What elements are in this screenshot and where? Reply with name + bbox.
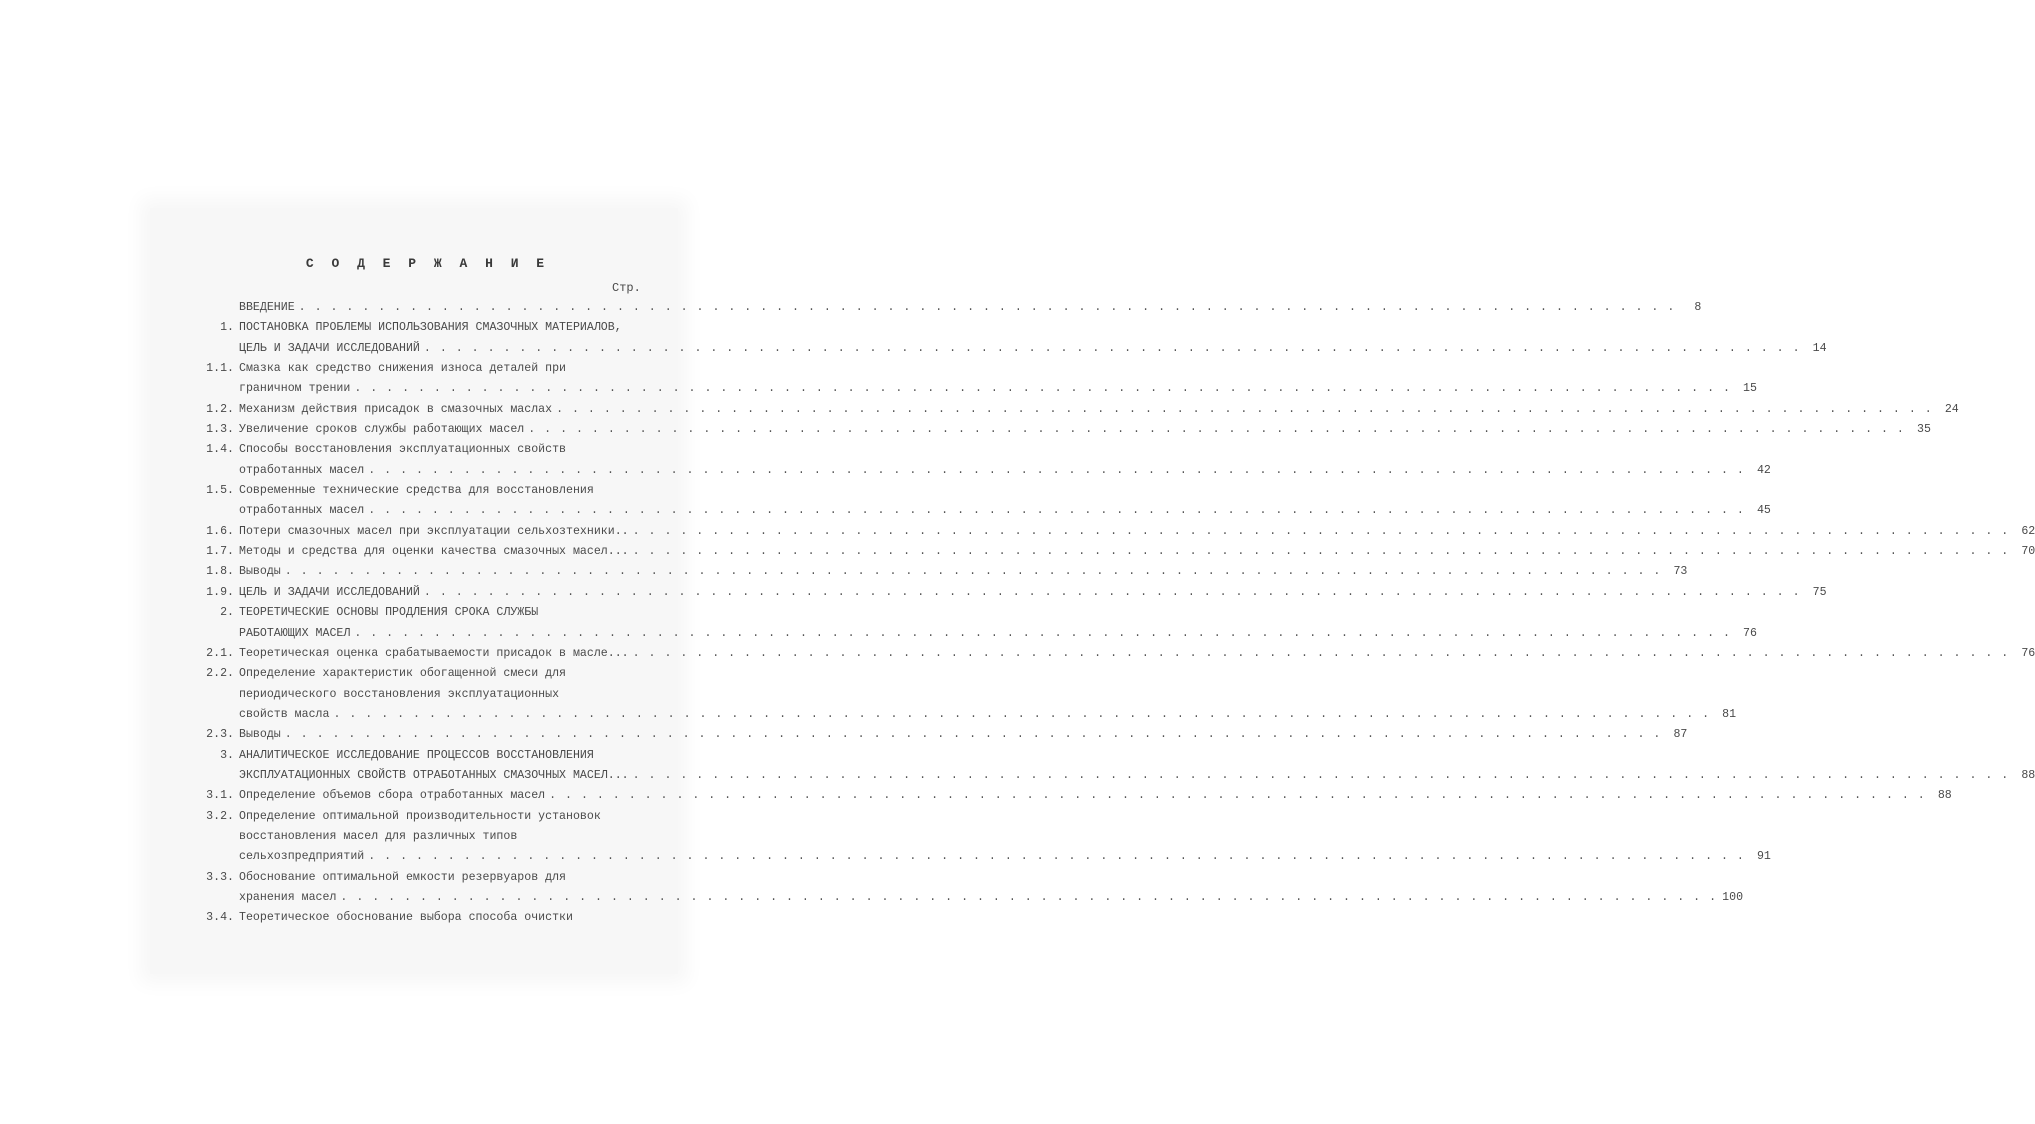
toc-entry-leader-dots: . . . . . . . . . . . . . . . . . . . . . . . . . . . . . . . . . . . . . . . . . . . . . . . . . . . . . . . . . . . . . . . . . . . . . . . . . . . . . . . . . . . . . . .	[556, 402, 1933, 416]
toc-entry-page-number: 88	[1937, 789, 1952, 803]
toc-entry-title: ЦЕЛЬ И ЗАДАЧИ ИССЛЕДОВАНИЙ	[239, 341, 420, 355]
toc-entry-number: 3.	[220, 748, 234, 762]
toc-entry	[196, 359, 648, 379]
toc-entry-line	[239, 624, 1757, 644]
toc-entry	[196, 400, 1959, 420]
toc-entry-leader-dots: . . . . . . . . . . . . . . . . . . . . . . . . . . . . . . . . . . . . . . . . . . . . . . . . . . . . . . . . . . . . . . . . . . . . . . . . . . . . . . . . . . . . . . .	[298, 301, 1676, 314]
toc-entry-leader-dots: . . . . . . . . . . . . . . . . . . . . . . . . . . . . . . . . . . . . . . . . . . . . . . . . . . . . . . . . . . . . . . . . . . . . . . . . . . . . . . . . . . . . . . .	[354, 626, 1731, 640]
toc-entry-page-number: 91	[1756, 850, 1771, 864]
toc-entry-title: ПОСТАНОВКА ПРОБЛЕМЫ ИСПОЛЬЗОВАНИЯ СМАЗОЧНЫХ МАТЕРИАЛОВ,	[239, 321, 622, 335]
toc-entry-title: Обоснование оптимальной емкости резервуаров для	[239, 870, 566, 884]
toc-entry-number: 3.4.	[206, 911, 234, 925]
toc-entry-title: восстановления масел для различных типов	[239, 829, 518, 843]
toc-entry-leader-dots: . . . . . . . . . . . . . . . . . . . . . . . . . . . . . . . . . . . . . . . . . . . . . . . . . . . . . . . . . . . . . . . . . . . . . . . . . . . . . . . . . . . . . . .	[632, 768, 2010, 782]
toc-entry-line	[239, 440, 648, 460]
toc-entry-page-number: 88	[2021, 768, 2035, 782]
toc-entry-line	[239, 542, 2035, 562]
toc-entry	[196, 420, 1931, 440]
toc-entry-title: сельхозпредприятий	[239, 850, 365, 864]
toc-entry-leader-dots: . . . . . . . . . . . . . . . . . . . . . . . . . . . . . . . . . . . . . . . . . . . . . . . . . . . . . . . . . . . . . . . . . . . . . . . . . . . . . . . . . . . . . . .	[333, 707, 1711, 721]
toc-entry	[196, 603, 648, 623]
toc-entry-number: 1.1.	[206, 362, 234, 376]
toc-entry-line	[239, 786, 1952, 806]
toc-entry-title: АНАЛИТИЧЕСКОЕ ИССЛЕДОВАНИЕ ПРОЦЕССОВ ВОССТАНОВЛЕНИЯ	[239, 748, 594, 762]
toc-entry-leader-dots: . . . . . . . . . . . . . . . . . . . . . . . . . . . . . . . . . . . . . . . . . . . . . . . . . . . . . . . . . . . . . . . . . . . . . . . . . . . . . . . . . . . . . . .	[354, 382, 1731, 396]
toc-entry	[196, 807, 648, 827]
toc-entry-leader-dots: . . . . . . . . . . . . . . . . . . . . . . . . . . . . . . . . . . . . . . . . . . . . . . . . . . . . . . . . . . . . . . . . . . . . . . . . . . . . . . . . . . . . . . .	[549, 789, 1926, 803]
toc-entry	[196, 562, 1688, 582]
toc-entry-title: Смазка как средство снижения износа деталей при	[239, 362, 566, 376]
toc-entry-leader-dots: . . . . . . . . . . . . . . . . . . . . . . . . . . . . . . . . . . . . . . . . . . . . . . . . . . . . . . . . . . . . . . . . . . . . . . . . . . . . . . . . . . . . . . .	[284, 728, 1662, 742]
toc-entry	[196, 725, 1688, 745]
toc-entry-page-number: 8	[1694, 301, 1702, 314]
toc-entry-page-number: 45	[1756, 504, 1771, 518]
toc-entry-leader-dots: . . . . . . . . . . . . . . . . . . . . . . . . . . . . . . . . . . . . . . . . . . . . . . . . . . . . . . . . . . . . . . . . . . . . . . . . . . . . . . . . . . . . . . .	[423, 341, 1801, 355]
toc-entry-title: РАБОТАЮЩИХ МАСЕЛ	[239, 626, 351, 640]
toc-entry-title: Определение объемов сбора отработанных масел	[239, 789, 546, 803]
toc-entry-title: ВВЕДЕНИЕ	[239, 301, 295, 314]
toc-entry-line	[239, 481, 648, 501]
toc-entry-line	[239, 664, 648, 684]
toc-entry-leader-dots: . . . . . . . . . . . . . . . . . . . . . . . . . . . . . . . . . . . . . . . . . . . . . . . . . . . . . . . . . . . . . . . . . . . . . . . . . . . . . . . . . . . . . . .	[368, 850, 1745, 864]
toc-entry-title: Способы восстановления эксплуатационных свойств	[239, 443, 566, 457]
toc-entry	[196, 786, 1952, 806]
toc-entry-title: ТЕОРЕТИЧЕСКИЕ ОСНОВЫ ПРОДЛЕНИЯ СРОКА СЛУЖБЫ	[239, 606, 539, 620]
toc-entry	[196, 847, 1771, 867]
page-title: С О Д Е Р Ж А Н И Е	[305, 256, 550, 271]
toc-entry-line	[239, 705, 1737, 725]
toc-entry	[196, 339, 1827, 359]
toc-entry	[196, 644, 2035, 664]
toc-entry-title: периодического восстановления эксплуатационных	[239, 687, 560, 701]
toc-entry-leader-dots: . . . . . . . . . . . . . . . . . . . . . . . . . . . . . . . . . . . . . . . . . . . . . . . . . . . . . . . . . . . . . . . . . . . . . . . . . . . . . . . . . . . . . . .	[423, 585, 1801, 599]
toc-entry	[196, 705, 1737, 725]
toc-entry-number: 1.8.	[206, 565, 234, 579]
toc-entry-title: Теоретическое обоснование выбора способа очистки	[239, 911, 573, 925]
toc-entry	[196, 379, 1757, 399]
toc-entry-line	[239, 420, 1931, 440]
toc-entry-title: Выводы	[239, 565, 281, 579]
toc-entry-line	[239, 339, 1827, 359]
toc-entry-title: Выводы	[239, 728, 281, 742]
toc-entry	[196, 766, 2035, 786]
toc-entry-title: Механизм действия присадок в смазочных маслах	[239, 402, 553, 416]
toc-entry-title: ЭКСПЛУАТАЦИОННЫХ СВОЙСТВ ОТРАБОТАННЫХ СМАЗОЧНЫХ МАСЕЛ...	[239, 768, 629, 782]
toc-entry-title: Потери смазочных масел при эксплуатации сельхозтехники..	[239, 524, 629, 538]
toc-entry-line	[239, 746, 648, 766]
toc-entry-title: свойств масла	[239, 707, 330, 721]
toc-entry-leader-dots: . . . . . . . . . . . . . . . . . . . . . . . . . . . . . . . . . . . . . . . . . . . . . . . . . . . . . . . . . . . . . . . . . . . . . . . . . . . . . . . . . . . . . . .	[368, 463, 1745, 477]
toc-entry-number: 2.2.	[206, 667, 234, 681]
toc-entry-line	[239, 603, 648, 623]
toc-entry-leader-dots: . . . . . . . . . . . . . . . . . . . . . . . . . . . . . . . . . . . . . . . . . . . . . . . . . . . . . . . . . . . . . . . . . . . . . . . . . . . . . . . . . . . . . . .	[368, 504, 1745, 518]
toc-entry	[196, 481, 648, 501]
toc-entry-page-number: 76	[2021, 646, 2035, 660]
toc-entry-leader-dots: . . . . . . . . . . . . . . . . . . . . . . . . . . . . . . . . . . . . . . . . . . . . . . . . . . . . . . . . . . . . . . . . . . . . . . . . . . . . . . . . . . . . . . .	[284, 565, 1662, 579]
toc-entry-number: 2.3.	[206, 728, 234, 742]
toc-entry-line	[239, 685, 648, 705]
toc-entry-line	[239, 298, 1702, 318]
toc-entry-page-number: 15	[1743, 382, 1757, 396]
toc-entry-title: Теоретическая оценка срабатываемости присадок в масле...	[239, 646, 629, 660]
toc-entry-number: 1.4.	[206, 443, 234, 457]
toc-entry-line	[239, 359, 648, 379]
toc-entry-page-number: 76	[1743, 626, 1757, 640]
toc-entry-page-number: 70	[2021, 545, 2035, 559]
toc-entry-title: хранения масел	[239, 890, 337, 904]
toc-entry-page-number: 62	[2021, 524, 2035, 538]
toc-entry-line	[239, 400, 1959, 420]
toc-entry-page-number: 73	[1673, 565, 1688, 579]
toc-entry-line	[239, 644, 2035, 664]
toc-entry-leader-dots: . . . . . . . . . . . . . . . . . . . . . . . . . . . . . . . . . . . . . . . . . . . . . . . . . . . . . . . . . . . . . . . . . . . . . . . . . . . . . . . . . . . . . . .	[632, 646, 2010, 660]
toc-entry-number: 2.	[220, 606, 234, 620]
toc-entry-page-number: 42	[1756, 463, 1771, 477]
toc-entry-line	[239, 868, 648, 888]
toc-entry-line	[239, 888, 1744, 908]
toc-entry	[196, 827, 648, 847]
toc-entry-leader-dots: . . . . . . . . . . . . . . . . . . . . . . . . . . . . . . . . . . . . . . . . . . . . . . . . . . . . . . . . . . . . . . . . . . . . . . . . . . . . . . . . . . . . . . .	[528, 423, 1905, 437]
toc-entry-page-number: 75	[1812, 585, 1827, 599]
toc-entry-page-number: 24	[1944, 402, 1959, 416]
toc-entry	[196, 542, 2035, 562]
page-column-label: Стр.	[612, 281, 641, 295]
toc-entry-number: 1.2.	[206, 402, 234, 416]
toc-entry	[196, 624, 1757, 644]
toc-entry-number: 1.5.	[206, 484, 234, 498]
toc-entry	[196, 868, 648, 888]
toc-entry	[196, 685, 648, 705]
toc-entry-number: 3.3.	[206, 870, 234, 884]
toc-entry-title: Определение характеристик обогащенной смеси для	[239, 667, 566, 681]
toc-entry-line	[239, 847, 1771, 867]
toc-entry-number: 1.6.	[206, 524, 234, 538]
toc-entry-page-number: 81	[1722, 707, 1737, 721]
toc-entry-line	[239, 318, 648, 338]
toc-entry-number: 2.1.	[206, 646, 234, 660]
toc-entry	[196, 746, 648, 766]
toc-entry-leader-dots: . . . . . . . . . . . . . . . . . . . . . . . . . . . . . . . . . . . . . . . . . . . . . . . . . . . . . . . . . . . . . . . . . . . . . . . . . . . . . . . . . . . . . . .	[340, 890, 1718, 904]
toc-entry	[196, 888, 1744, 908]
toc-entry-line	[239, 379, 1757, 399]
toc-entry-title: Увеличение сроков службы работающих масел	[239, 423, 525, 437]
toc-entry-line	[239, 827, 648, 847]
toc-entry-page-number: 87	[1673, 728, 1688, 742]
toc-entry-page-number: 14	[1812, 341, 1827, 355]
toc-entry-line	[239, 522, 2035, 542]
toc-entry-line	[239, 583, 1827, 603]
toc-entry-line	[239, 807, 648, 827]
toc-entry-title: граничном трении	[239, 382, 351, 396]
toc-entry-line	[239, 461, 1771, 481]
toc-entry-number: 3.2.	[206, 809, 234, 823]
toc-entry-line	[239, 562, 1688, 582]
toc-entry-page-number: 35	[1916, 423, 1931, 437]
toc-entry-leader-dots: . . . . . . . . . . . . . . . . . . . . . . . . . . . . . . . . . . . . . . . . . . . . . . . . . . . . . . . . . . . . . . . . . . . . . . . . . . . . . . . . . . . . . . .	[632, 545, 2010, 559]
toc-entry	[196, 318, 648, 338]
toc-entry-title: Современные технические средства для восстановления	[239, 484, 594, 498]
toc-entry	[196, 298, 1702, 318]
toc-entry-title: отработанных масел	[239, 504, 365, 518]
toc-entry	[196, 664, 648, 684]
toc-entry-leader-dots: . . . . . . . . . . . . . . . . . . . . . . . . . . . . . . . . . . . . . . . . . . . . . . . . . . . . . . . . . . . . . . . . . . . . . . . . . . . . . . . . . . . . . . .	[632, 524, 2010, 538]
toc-entry-title: Определение оптимальной производительности установок	[239, 809, 601, 823]
toc-entry-number: 3.1.	[206, 789, 234, 803]
toc-entry	[196, 501, 1771, 521]
toc-entry	[196, 440, 648, 460]
toc-entry-number: 1.7.	[206, 545, 234, 559]
toc-entry-line	[239, 908, 648, 928]
toc-entry-number: 1.9.	[206, 585, 234, 599]
toc-entry-page-number: 100	[1722, 890, 1744, 904]
toc-entry	[196, 461, 1771, 481]
toc-entry-line	[239, 766, 2035, 786]
toc-entry-number: 1.	[220, 321, 234, 335]
table-of-contents	[196, 298, 2035, 929]
toc-entry	[196, 583, 1827, 603]
toc-entry-line	[239, 501, 1771, 521]
toc-entry-title: ЦЕЛЬ И ЗАДАЧИ ИССЛЕДОВАНИЙ	[239, 585, 420, 599]
toc-entry	[196, 908, 648, 928]
toc-entry-title: Методы и средства для оценки качества смазочных масел...	[239, 545, 629, 559]
toc-entry-number: 1.3.	[206, 423, 234, 437]
toc-entry-title: отработанных масел	[239, 463, 365, 477]
toc-entry-line	[239, 725, 1688, 745]
toc-entry	[196, 522, 2035, 542]
